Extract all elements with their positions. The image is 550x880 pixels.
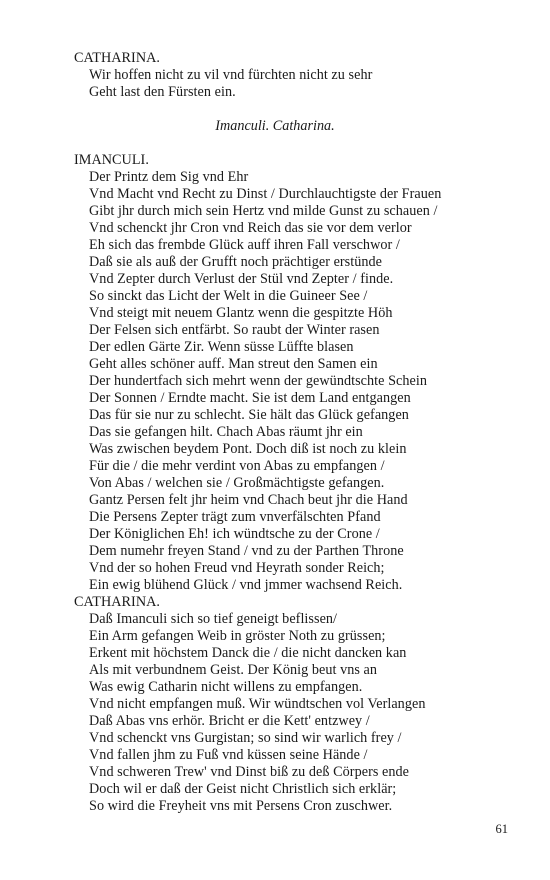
verse-line: Der hundertfach sich mehrt wenn der gewündtschte Schein [89, 373, 428, 389]
page-number: 61 [495, 822, 508, 836]
verse-line: Vnd schenckt jhr Cron vnd Reich das sie vor dem verlor [89, 220, 412, 236]
verse-line: Von Abas / welchen sie / Großmächtigste gefangen. [89, 475, 385, 491]
verse-line: Vnd Zepter durch Verlust der Stül vnd Zepter / finde. [89, 271, 394, 287]
speaker-catharina: CATHARINA. [74, 594, 161, 610]
verse-line: Vnd steigt mit neuem Glantz wenn die gespitzte Höh [89, 305, 393, 321]
verse-line: Geht last den Fürsten ein. [89, 84, 236, 100]
verse-line: Daß Imanculi sich so tief geneigt beflissen/ [89, 611, 338, 627]
verse-line: Der Felsen sich entfärbt. So raubt der Winter rasen [89, 322, 380, 338]
verse-line: Wir hoffen nicht zu vil vnd fürchten nicht zu sehr [89, 67, 373, 83]
verse-line: Erkent mit höchstem Danck die / die nicht dancken kan [89, 645, 407, 661]
verse-line: Daß sie als auß der Grufft noch prächtiger erstünde [89, 254, 383, 270]
verse-line: So sinckt das Licht der Welt in die Guineer See / [89, 288, 368, 304]
verse-line: Ein Arm gefangen Weib in gröster Noth zu grüssen; [89, 628, 386, 644]
verse-line: Gibt jhr durch mich sein Hertz vnd milde Gunst zu schauen / [89, 203, 438, 219]
speaker-catharina: CATHARINA. [74, 50, 161, 66]
verse-line: Was ewig Catharin nicht willens zu empfangen. [89, 679, 363, 695]
verse-line: Dem numehr freyen Stand / vnd zu der Parthen Throne [89, 543, 404, 559]
verse-line: Eh sich das frembde Glück auff ihren Fall verschwor / [89, 237, 400, 253]
verse-line: Vnd Macht vnd Recht zu Dinst / Durchlauchtigste der Frauen [89, 186, 442, 202]
verse-line: Was zwischen beydem Pont. Doch diß ist noch zu klein [89, 441, 407, 457]
verse-line: Vnd nicht empfangen muß. Wir wündtschen vol Verlangen [89, 696, 426, 712]
verse-line: Vnd schenckt vns Gurgistan; so sind wir warlich frey / [89, 730, 402, 746]
verse-line: Geht alles schöner auff. Man streut den Samen ein [89, 356, 378, 372]
verse-line: Der edlen Gärte Zir. Wenn süsse Lüffte blasen [89, 339, 354, 355]
verse-line: Das für sie nur zu schlecht. Sie hält das Glück gefangen [89, 407, 409, 423]
verse-line: Daß Abas vns erhör. Bricht er die Kett' entzwey / [89, 713, 370, 729]
verse-line: Ein ewig blühend Glück / vnd jmmer wachsend Reich. [89, 577, 403, 593]
verse-line: Als mit verbundnem Geist. Der König beut vns an [89, 662, 378, 678]
verse-line: Gantz Persen felt jhr heim vnd Chach beut jhr die Hand [89, 492, 408, 508]
verse-line: So wird die Freyheit vns mit Persens Cron zuschwer. [89, 798, 393, 814]
verse-line: Vnd der so hohen Freud vnd Heyrath sonder Reich; [89, 560, 385, 576]
verse-line: Für die / die mehr verdint von Abas zu empfangen / [89, 458, 385, 474]
verse-line: Der Sonnen / Erndte macht. Sie ist dem Land entgangen [89, 390, 411, 406]
verse-line: Die Persens Zepter trägt zum vnverfälschten Pfand [89, 509, 381, 525]
verse-line: Vnd schweren Trew' vnd Dinst biß zu deß Cörpers ende [89, 764, 409, 780]
verse-line: Vnd fallen jhm zu Fuß vnd küssen seine Hände / [89, 747, 368, 763]
verse-line: Das sie gefangen hilt. Chach Abas räumt jhr ein [89, 424, 363, 440]
verse-line: Der Printz dem Sig vnd Ehr [89, 169, 249, 185]
speaker-imanculi: IMANCULI. [74, 152, 149, 168]
stage-direction: Imanculi. Catharina. [215, 118, 335, 134]
verse-line: Doch wil er daß der Geist nicht Christlich sich erklär; [89, 781, 397, 797]
verse-line: Der Königlichen Eh! ich wündtsche zu der Crone / [89, 526, 380, 542]
